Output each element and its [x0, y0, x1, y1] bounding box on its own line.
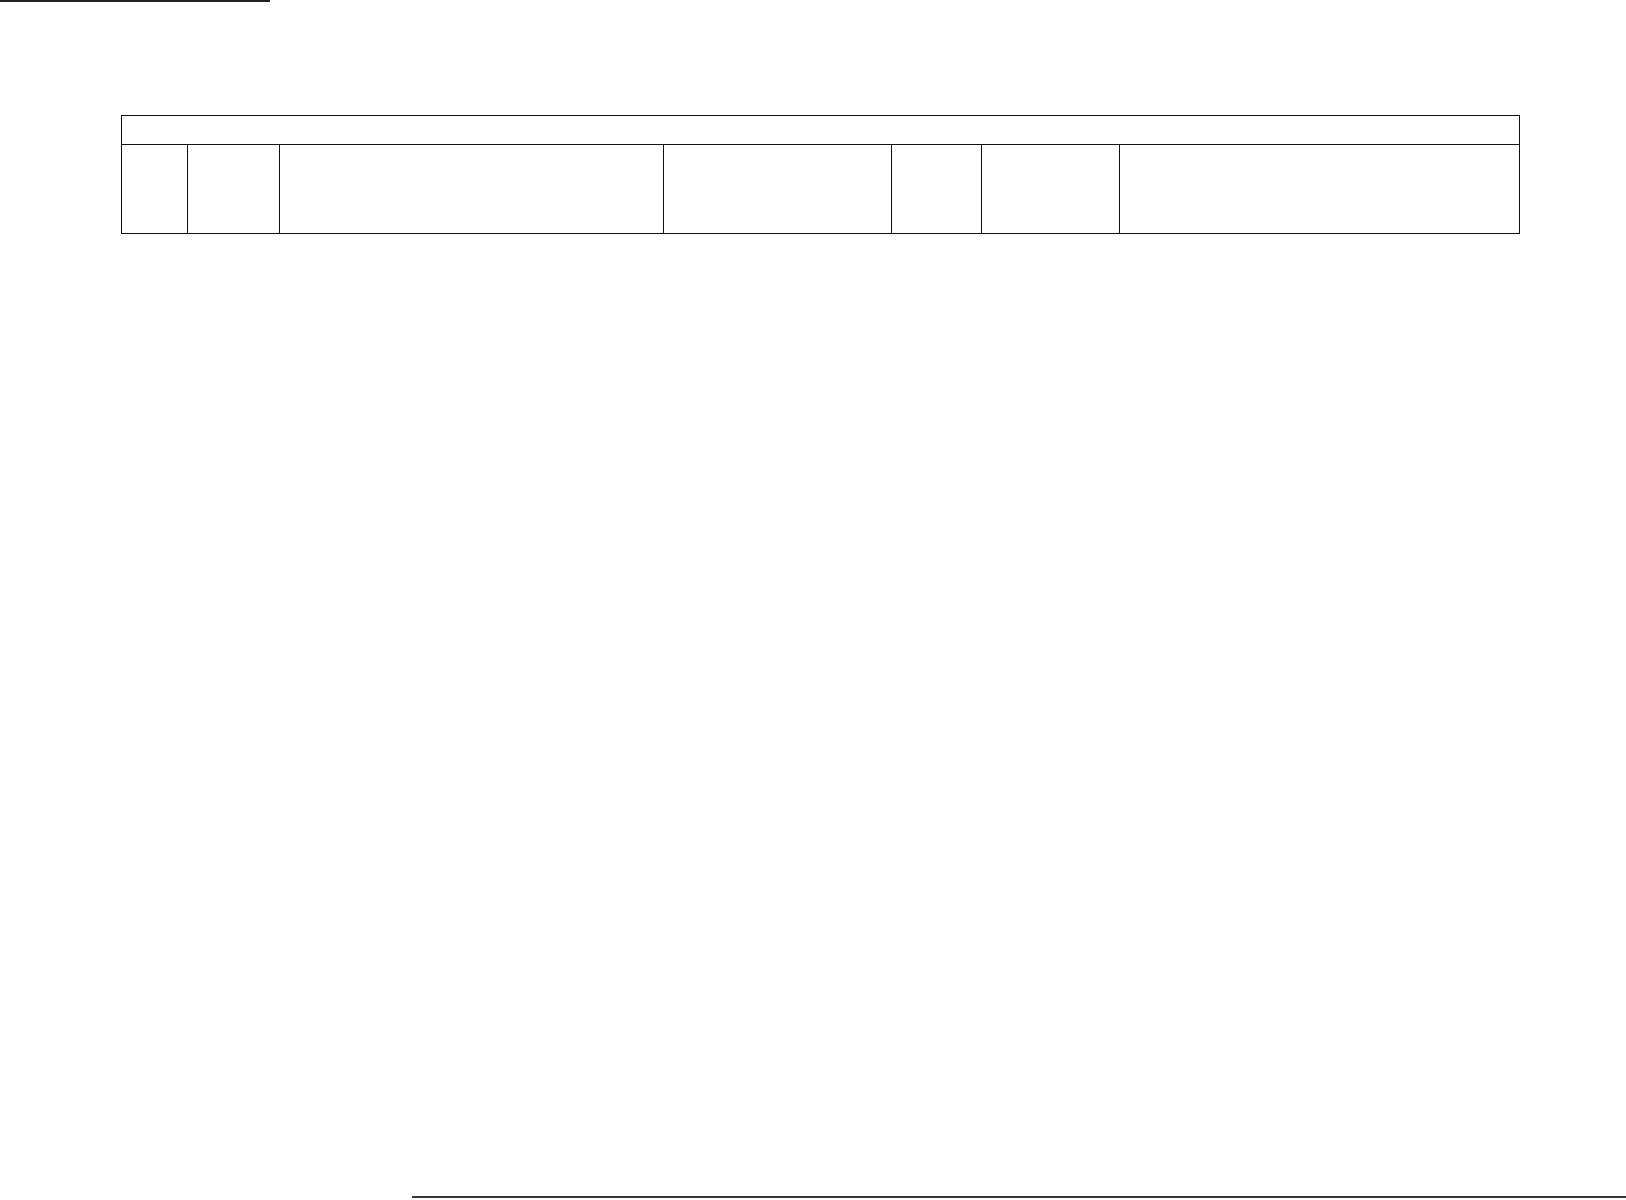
header-empty-num	[122, 145, 188, 234]
header-empty-okei	[892, 145, 982, 234]
scan-edge-bottom	[412, 1196, 1626, 1198]
column-header-row	[122, 145, 1520, 234]
header-empty-unit	[982, 145, 1120, 234]
header-empty-desc	[280, 145, 664, 234]
price-column-header	[1120, 145, 1520, 234]
section-title	[122, 116, 1520, 145]
table-section	[122, 116, 1520, 234]
section-row	[122, 116, 1520, 145]
kkn-column-header	[664, 145, 892, 234]
header-empty-code	[188, 145, 280, 234]
price-limits-table	[121, 115, 1520, 234]
scan-edge-top	[0, 0, 270, 2]
